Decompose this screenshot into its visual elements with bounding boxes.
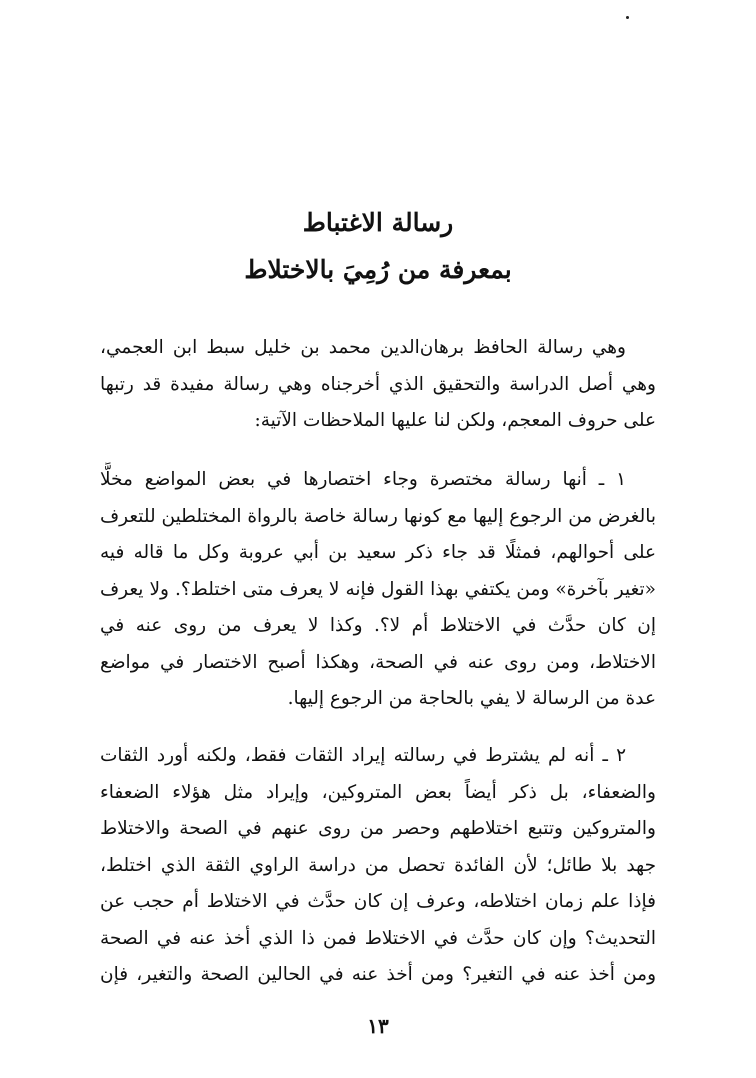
text-line: ومن أخذ عنه في التغير؟ ومن أخذ عنه في الحالين الصحة والتغير، فإن (100, 964, 656, 985)
text-line: ١ ـ أنها رسالة مختصرة وجاء اختصارها في بعض المواضع مخلًّا (100, 469, 626, 490)
text-line: والمتروكين وتتبع اختلاطهم وحصر من روى عنهم في الصحة والاختلاط (100, 818, 656, 839)
speck-mark (626, 16, 629, 19)
page-subtitle: بمعرفة من رُمِيَ بالاختلاط (244, 255, 512, 284)
text-line: ٢ ـ أنه لم يشترط في رسالته إيراد الثقات فقط، ولكنه أورد الثقات (100, 745, 626, 766)
paragraph-note-2 (100, 738, 656, 994)
paragraph-note-1 (100, 462, 656, 718)
text-line: عدة من الرسالة لا يفي بالحاجة من الرجوع إليها. (287, 688, 656, 709)
text-line: وهي أصل الدراسة والتحقيق الذي أخرجناه وهي رسالة مفيدة قد رتبها (100, 373, 656, 395)
paragraph-intro (100, 330, 656, 440)
text-line: والضعفاء، بل ذكر أيضاً بعض المتروكين، وإيراد مثل هؤلاء الضعفاء (100, 781, 656, 803)
text-line: جهد بلا طائل؛ لأن الفائدة تحصل من دراسة الراوي الثقة الذي اختلط، (100, 854, 656, 876)
text-line: على حروف المعجم، ولكن لنا عليها الملاحظات الآتية: (254, 410, 656, 431)
page-title: رسالة الاغتباط (302, 208, 454, 237)
text-line: «تغير بآخرة» ومن يكتفي بهذا القول فإنه لا يعرف متى اختلط؟. ولا يعرف (100, 578, 656, 600)
text-line: على أحوالهم، فمثلًا قد جاء ذكر سعيد بن أبي عروبة وكل ما قاله فيه (100, 542, 656, 563)
text-line: إن كان حدَّث في الاختلاط أم لا؟. وكذا لا يعرف من روى عنه في (100, 615, 656, 636)
text-line: بالغرض من الرجوع إليها مع كونها رسالة خاصة بالرواة المختلطين للتعرف (100, 505, 656, 527)
page-number: ١٣ (367, 1014, 389, 1038)
text-line: التحديث؟ وإن كان حدَّث في الاختلاط فمن ذا الذي أخذ عنه في الصحة (100, 927, 656, 949)
text-line: وهي رسالة الحافظ برهان‌الدين محمد بن خليل سبط ابن العجمي، (100, 337, 626, 358)
text-line: فإذا علم زمان اختلاطه، وعرف إن كان حدَّث في الاختلاط أم حجب عن (100, 891, 656, 912)
text-line: الاختلاط، ومن روى عنه في الصحة، وهكذا أصبح الاختصار في مواضع (100, 651, 656, 673)
